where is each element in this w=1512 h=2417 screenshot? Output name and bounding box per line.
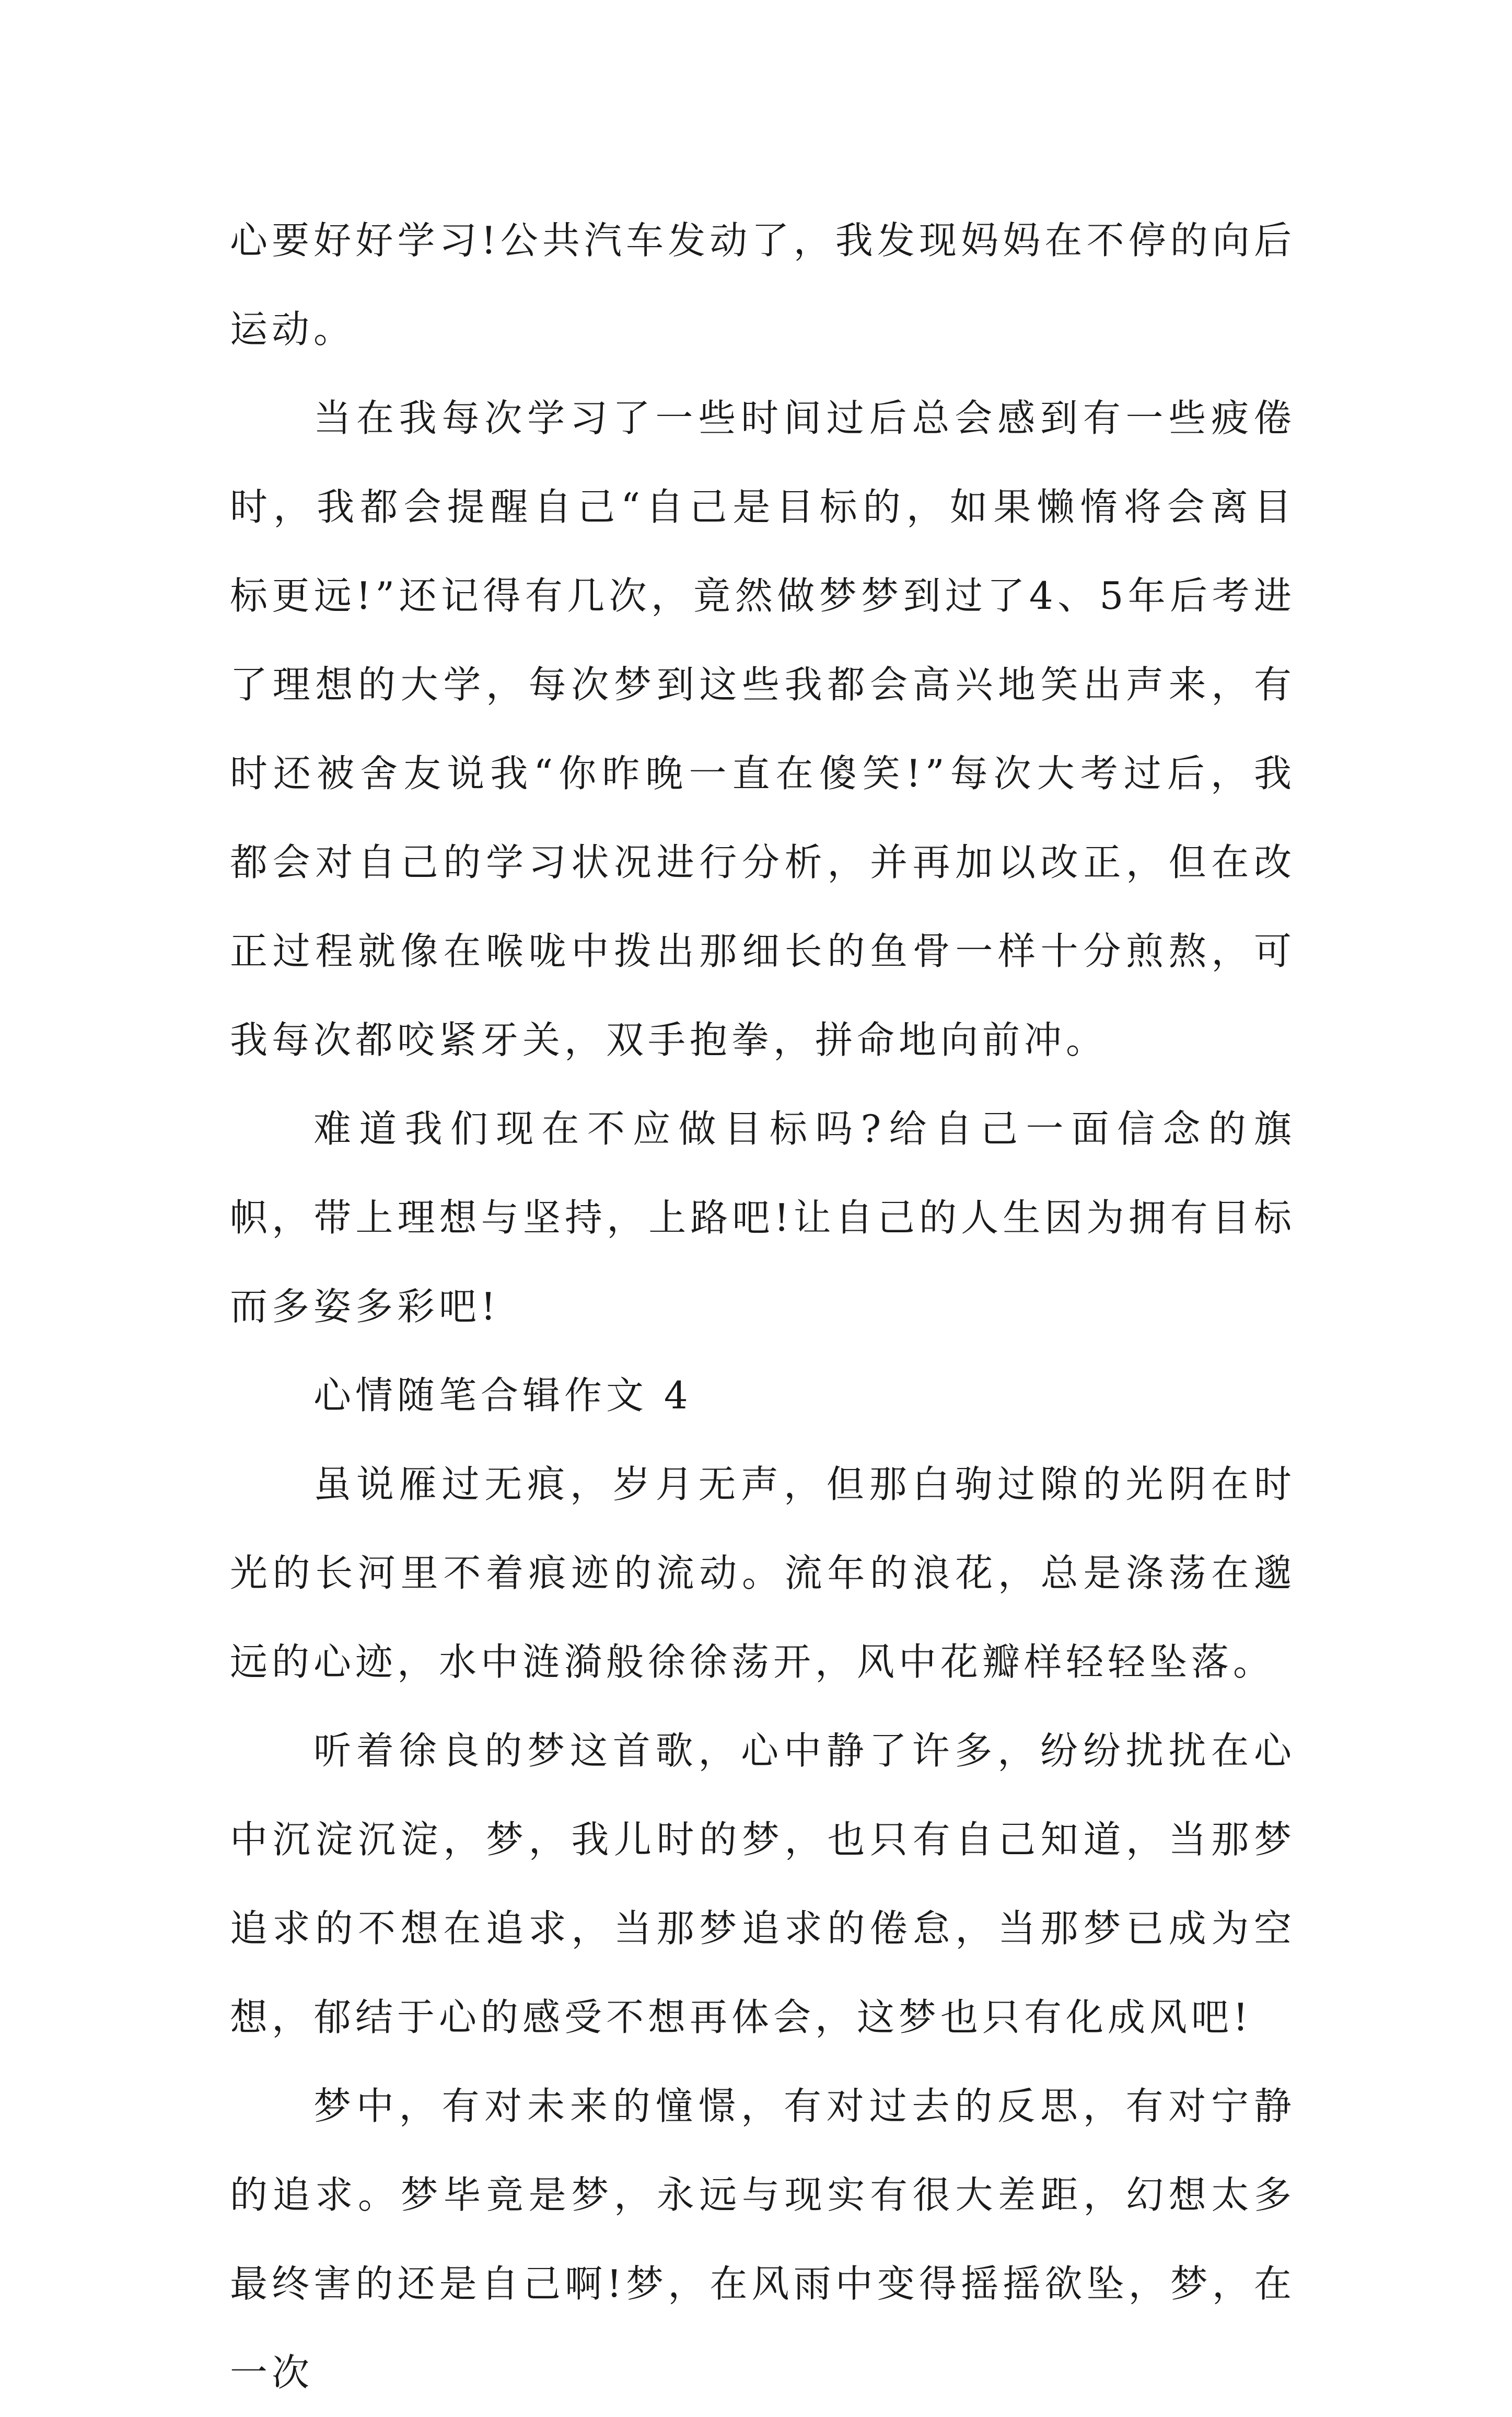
document-body	[230, 196, 1296, 2417]
paragraph-6: 梦中，有对未来的憧憬，有对过去的反思，有对宁静的追求。梦毕竟是梦，永远与现实有很大差距，幻想太多最终害的还是自己啊!梦，在风雨中变得摇摇欲坠，梦，在一次	[230, 2084, 1296, 2395]
paragraph-5: 听着徐良的梦这首歌，心中静了许多，纷纷扰扰在心中沉淀沉淀，梦，我儿时的梦，也只有自己知道，当那梦追求的不想在追求，当那梦追求的倦怠，当那梦已成为空想，郁结于心的感受不想再体会，这梦也只有化成风吧!	[230, 1729, 1296, 2039]
paragraph-3: 难道我们现在不应做目标吗?给自己一面信念的旗帜，带上理想与坚持，上路吧!让自己的人生因为拥有目标而多姿多彩吧!	[230, 1107, 1296, 1328]
paragraph-2: 当在我每次学习了一些时间过后总会感到有一些疲倦时，我都会提醒自己“自己是目标的，如果懒惰将会离目标更远!”还记得有几次，竟然做梦梦到过了4、5年后考进了理想的大学，每次梦到这些我都会高兴地笑出声来，有时还被舍友说我“你昨晚一直在傻笑!”每次大考过后，我都会对自己的学习状况进行分析，并再加以改正，但在改正过程就像在喉咙中拨出那细长的鱼骨一样十分煎熬，可我每次都咬紧牙关，双手抱拳，拼命地向前冲。	[230, 396, 1296, 1062]
paragraph-4: 虽说雁过无痕，岁月无声，但那白驹过隙的光阴在时光的长河里不着痕迹的流动。流年的浪花，总是涤荡在邈远的心迹，水中涟漪般徐徐荡开，风中花瓣样轻轻坠落。	[230, 1462, 1296, 1684]
section-heading: 心情随笔合辑作文 4	[313, 1373, 692, 1417]
paragraph-1: 心要好好学习!公共汽车发动了，我发现妈妈在不停的向后运动。	[230, 218, 1296, 351]
